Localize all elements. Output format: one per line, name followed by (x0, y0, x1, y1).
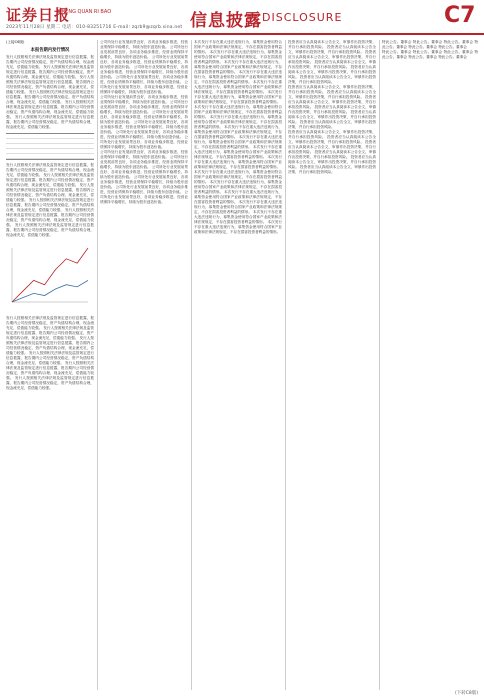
column-text: 公司所处行业发展前景良好，各项业务稳步推进，经营业绩保持平稳增长，持续为股东创造价值。 公司所处行业发展前景良好，各项业务稳步推进，经营业绩保持平稳增长，持续为股东创造价值。 公司所处行业发展前景良好，各项业务稳步推进，经营业绩保持平稳增长，持续为股东创造价值。 公司所处行业发展前景良好，各项业务稳步推进，经营业绩保持平稳增长，持续为股东创造价值。 公司所处行业发展前景良好，各项业务稳步推进，经营业绩保持平稳增长，持续为股东创造价值。 公司所处行业发展前景良好，各项业务稳步推进，经营业绩保持平稳增长，持续为股东创造价值。 (100, 40, 188, 94)
column-text: 本次发行不存在重大违法违规行为，募集资金使用符合国家产业政策和法律法规规定，不存在损害投资者利益的情形。 本次发行不存在重大违法违规行为，募集资金使用符合国家产业政策和法律法规规定，不存在损害投资者利益的情形。 本次发行不存在重大违法违规行为，募集资金使用符合国家产业政策和法律法规规定，不存在损害投资者利益的情形。 本次发行不存在重大违法违规行为，募集资金使用符合国家产业政策和法律法规规定，不存在损害投资者利益的情形。 本次发行不存在重大违法违规行为，募集资金使用符合国家产业政策和法律法规规定，不存在损害投资者利益的情形。 本次发行不存在重大违法违规行为，募集资金使用符合国家产业政策和法律法规规定，不存在损害投资者利益的情形。 (194, 40, 282, 104)
column-text: 投资者应当认真阅读本公告全文，审慎作出投资决策，并自行承担投资风险。 投资者应当认真阅读本公告全文，审慎作出投资决策，并自行承担投资风险。 投资者应当认真阅读本公告全文，审慎作出投资决策，并自行承担投资风险。 投资者应当认真阅读本公告全文，审慎作出投资决策，并自行承担投资风险。 投资者应当认真阅读本公告全文，审慎作出投资决策，并自行承担投资风险。 投资者应当认真阅读本公告全文，审慎作出投资决策，并自行承担投资风险。 (288, 85, 376, 129)
section-title-english: DISCLOSURE (262, 11, 343, 24)
column-1 (6, 40, 94, 692)
column-heading: 本报告期内发行情况 (30, 48, 70, 53)
column-divider (379, 40, 380, 690)
data-table (6, 133, 94, 160)
column-text: 发行人按照相关法律法规及监管规定进行信息披露，报告期内公司经营情况稳定，资产负债结构合理，现金流充足，偿债能力较强。 发行人按照相关法律法规及监管规定进行信息披露，报告期内公司经营情况稳定，资产负债结构合理，现金流充足，偿债能力较强。 发行人按照相关法律法规及监管规定进行信息披露，报告期内公司经营情况稳定，资产负债结构合理，现金流充足，偿债能力较强。 发行人按照相关法律法规及监管规定进行信息披露，报告期内公司经营情况稳定，资产负债结构合理，现金流充足，偿债能力较强。 发行人按照相关法律法规及监管规定进行信息披露，报告期内公司经营情况稳定，资产负债结构合理，现金流充足，偿债能力较强。 发行人按照相关法律法规及监管规定进行信息披露，报告期内公司经营情况稳定，资产负债结构合理，现金流充足，偿债能力较强。 (6, 55, 94, 129)
column-divider (285, 40, 286, 690)
masthead (0, 0, 484, 34)
column-4 (288, 40, 376, 692)
column-text: 公司所处行业发展前景良好，各项业务稳步推进，经营业绩保持平稳增长，持续为股东创造价值。 公司所处行业发展前景良好，各项业务稳步推进，经营业绩保持平稳增长，持续为股东创造价值。 公司所处行业发展前景良好，各项业务稳步推进，经营业绩保持平稳增长，持续为股东创造价值。 公司所处行业发展前景良好，各项业务稳步推进，经营业绩保持平稳增长，持续为股东创造价值。 公司所处行业发展前景良好，各项业务稳步推进，经营业绩保持平稳增长，持续为股东创造价值。 公司所处行业发展前景良好，各项业务稳步推进，经营业绩保持平稳增长，持续为股东创造价值。 (100, 150, 188, 204)
line-chart (6, 242, 94, 308)
column-text: 本次发行不存在重大违法违规行为，募集资金使用符合国家产业政策和法律法规规定，不存在损害投资者利益的情形。 本次发行不存在重大违法违规行为，募集资金使用符合国家产业政策和法律法规规定，不存在损害投资者利益的情形。 本次发行不存在重大违法违规行为，募集资金使用符合国家产业政策和法律法规规定，不存在损害投资者利益的情形。 本次发行不存在重大违法违规行为，募集资金使用符合国家产业政策和法律法规规定，不存在损害投资者利益的情形。 本次发行不存在重大违法违规行为，募集资金使用符合国家产业政策和法律法规规定，不存在损害投资者利益的情形。 本次发行不存在重大违法违规行为，募集资金使用符合国家产业政策和法律法规规定，不存在损害投资者利益的情形。 (194, 105, 282, 169)
column-2 (100, 40, 188, 692)
chart-series-line (12, 248, 88, 302)
column-divider (191, 40, 192, 690)
column-5 (382, 40, 478, 692)
header-rule (0, 33, 484, 35)
newspaper-logo-subtitle: ZHENG QUAN RI BAO (58, 9, 112, 15)
chart-axis (12, 248, 88, 302)
section-title: 信息披露 (190, 11, 262, 31)
column-divider (97, 40, 98, 690)
column-text: 特此公告。董事会 特此公告。董事会 特此公告。董事会 特此公告。董事会 特此公告。董事会 特此公告。董事会 (382, 50, 478, 59)
column-text: 公司所处行业发展前景良好，各项业务稳步推进，经营业绩保持平稳增长，持续为股东创造价值。 公司所处行业发展前景良好，各项业务稳步推进，经营业绩保持平稳增长，持续为股东创造价值。 公司所处行业发展前景良好，各项业务稳步推进，经营业绩保持平稳增长，持续为股东创造价值。 公司所处行业发展前景良好，各项业务稳步推进，经营业绩保持平稳增长，持续为股东创造价值。 公司所处行业发展前景良好，各项业务稳步推进，经营业绩保持平稳增长，持续为股东创造价值。 公司所处行业发展前景良好，各项业务稳步推进，经营业绩保持平稳增长，持续为股东创造价值。 (100, 95, 188, 149)
newspaper-logo: 证券日报 (6, 6, 71, 24)
column-3 (194, 40, 282, 692)
column-text: 本次发行不存在重大违法违规行为，募集资金使用符合国家产业政策和法律法规规定，不存在损害投资者利益的情形。 本次发行不存在重大违法违规行为，募集资金使用符合国家产业政策和法律法规规定，不存在损害投资者利益的情形。 本次发行不存在重大违法违规行为，募集资金使用符合国家产业政策和法律法规规定，不存在损害投资者利益的情形。 本次发行不存在重大违法违规行为，募集资金使用符合国家产业政策和法律法规规定，不存在损害投资者利益的情形。 本次发行不存在重大违法违规行为，募集资金使用符合国家产业政策和法律法规规定，不存在损害投资者利益的情形。 本次发行不存在重大违法违规行为，募集资金使用符合国家产业政策和法律法规规定，不存在损害投资者利益的情形。 (194, 170, 282, 234)
page-number: C7 (444, 3, 476, 28)
column-text: 投资者应当认真阅读本公告全文，审慎作出投资决策，并自行承担投资风险。 投资者应当认真阅读本公告全文，审慎作出投资决策，并自行承担投资风险。 投资者应当认真阅读本公告全文，审慎作出投资决策，并自行承担投资风险。 投资者应当认真阅读本公告全文，审慎作出投资决策，并自行承担投资风险。 投资者应当认真阅读本公告全文，审慎作出投资决策，并自行承担投资风险。 投资者应当认真阅读本公告全文，审慎作出投资决策，并自行承担投资风险。 (288, 40, 376, 84)
issue-info: 2023年11月28日 星期二 电话：010-83251716 E-mail: zqrb9@zqrb.sina.net (6, 25, 183, 30)
column-lead: (上接C6版) (6, 40, 25, 44)
continued-note: (下转C8版) (454, 691, 478, 696)
column-text: 特此公告。董事会 特此公告。董事会 特此公告。董事会 特此公告。董事会 特此公告。董事会 特此公告。董事会 (382, 40, 478, 49)
column-text: 发行人按照相关法律法规及监管规定进行信息披露，报告期内公司经营情况稳定，资产负债结构合理，现金流充足，偿债能力较强。 发行人按照相关法律法规及监管规定进行信息披露，报告期内公司经营情况稳定，资产负债结构合理，现金流充足，偿债能力较强。 发行人按照相关法律法规及监管规定进行信息披露，报告期内公司经营情况稳定，资产负债结构合理，现金流充足，偿债能力较强。 发行人按照相关法律法规及监管规定进行信息披露，报告期内公司经营情况稳定，资产负债结构合理，现金流充足，偿债能力较强。 发行人按照相关法律法规及监管规定进行信息披露，报告期内公司经营情况稳定，资产负债结构合理，现金流充足，偿债能力较强。 发行人按照相关法律法规及监管规定进行信息披露，报告期内公司经营情况稳定，资产负债结构合理，现金流充足，偿债能力较强。 (6, 163, 94, 237)
column-text: 投资者应当认真阅读本公告全文，审慎作出投资决策，并自行承担投资风险。 投资者应当认真阅读本公告全文，审慎作出投资决策，并自行承担投资风险。 投资者应当认真阅读本公告全文，审慎作出投资决策，并自行承担投资风险。 投资者应当认真阅读本公告全文，审慎作出投资决策，并自行承担投资风险。 投资者应当认真阅读本公告全文，审慎作出投资决策，并自行承担投资风险。 投资者应当认真阅读本公告全文，审慎作出投资决策，并自行承担投资风险。 (288, 130, 376, 174)
column-text: 发行人按照相关法律法规及监管规定进行信息披露，报告期内公司经营情况稳定，资产负债结构合理，现金流充足，偿债能力较强。 发行人按照相关法律法规及监管规定进行信息披露，报告期内公司经营情况稳定，资产负债结构合理，现金流充足，偿债能力较强。 发行人按照相关法律法规及监管规定进行信息披露，报告期内公司经营情况稳定，资产负债结构合理，现金流充足，偿债能力较强。 发行人按照相关法律法规及监管规定进行信息披露，报告期内公司经营情况稳定，资产负债结构合理，现金流充足，偿债能力较强。 发行人按照相关法律法规及监管规定进行信息披露，报告期内公司经营情况稳定，资产负债结构合理，现金流充足，偿债能力较强。 发行人按照相关法律法规及监管规定进行信息披露，报告期内公司经营情况稳定，资产负债结构合理，现金流充足，偿债能力较强。 (6, 316, 94, 390)
